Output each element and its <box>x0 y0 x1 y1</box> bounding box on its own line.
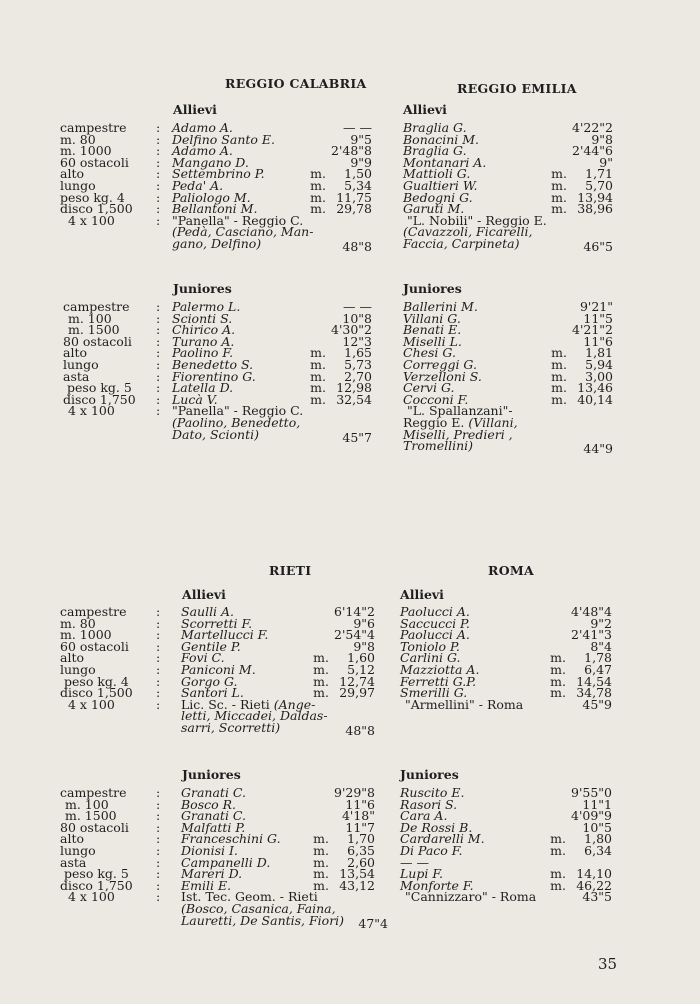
athlete-name: Dionisi I. <box>181 842 238 858</box>
event-label: campestre <box>60 785 127 800</box>
result-value: 9"9 <box>350 154 372 170</box>
results-column-reggio-emilia-juniores <box>403 299 613 457</box>
event-label: asta <box>63 368 90 384</box>
unit: m. <box>310 177 326 193</box>
athlete-name: Adamo A. <box>172 120 233 135</box>
athlete-name: Paolino F. <box>172 345 234 361</box>
athlete-name: Santori L. <box>181 685 244 701</box>
athlete-name: Paniconi M. <box>181 661 256 677</box>
unit: m. <box>313 831 329 847</box>
athlete-name: Palermo L. <box>172 299 241 314</box>
unit: m. <box>551 368 567 384</box>
event-label: lungo <box>63 356 99 372</box>
athlete-name: Peda' A. <box>172 177 224 193</box>
athlete-name: Monforte F. <box>400 877 474 893</box>
relay-value: 48"8 <box>342 238 372 254</box>
result-value: 9"2 <box>590 615 612 631</box>
relay-line <box>403 438 613 457</box>
relay-members: (Pedà, Casciano, Man- <box>172 224 314 240</box>
relay-members: (Paolino, Benedetto, <box>172 414 301 430</box>
unit: m. <box>551 345 567 361</box>
unit: m. <box>551 166 567 182</box>
unit: m. <box>310 380 326 396</box>
result-value: 1,80 <box>584 831 612 847</box>
unit: m. <box>313 685 329 701</box>
unit: m. <box>551 177 567 193</box>
athlete-name: Ferretti G.P. <box>400 673 477 689</box>
relay-club: "Cannizzaro" - Roma <box>405 889 537 905</box>
athlete-name: Cocconi F. <box>403 391 469 407</box>
event-label: 80 ostacoli <box>60 819 129 835</box>
results-column-reggio-emilia-allievi <box>403 120 613 254</box>
athlete-name: Mareri D. <box>181 866 243 882</box>
relay-value: 47"4 <box>358 915 388 931</box>
athlete-name: Bedogni G. <box>403 189 473 205</box>
unit: m. <box>550 673 566 689</box>
relay-value: 48"8 <box>345 722 375 738</box>
result-value: 29,78 <box>336 201 372 217</box>
event-label: campestre <box>60 604 127 619</box>
athlete-name: Villani G. <box>403 310 461 326</box>
results-column <box>172 299 372 445</box>
athlete-name: Lupi F. <box>400 866 444 882</box>
relay-line <box>172 426 372 445</box>
unit: m. <box>550 842 566 858</box>
relay-members: (Bosco, Casanica, Faina, <box>181 900 336 916</box>
relay-line <box>172 235 372 254</box>
result-value: 12"3 <box>342 333 372 349</box>
athlete-name: Emili E. <box>181 877 232 893</box>
unit: m. <box>310 368 326 384</box>
event-label: alto <box>60 166 84 182</box>
athlete-name: Toniolo P. <box>400 638 460 654</box>
relay-value: 46"5 <box>583 238 613 254</box>
event-label: lungo <box>60 661 96 677</box>
relay-value: 43"5 <box>582 889 612 905</box>
athlete-name: Mangano D. <box>172 154 249 170</box>
result-value: 4'18" <box>341 808 375 824</box>
athlete-name: Garuti M. <box>403 201 465 217</box>
result-value: 1,81 <box>585 345 613 361</box>
result-value: 6,34 <box>584 842 612 858</box>
result-value: 1,71 <box>585 166 613 182</box>
event-label: m. 1000 <box>60 627 112 643</box>
event-label: 60 ostacoli <box>60 638 129 654</box>
relay-club-name: Lic. Sc. - Rieti <box>181 696 270 712</box>
result-value: 1,78 <box>584 650 612 666</box>
athlete-name: Scionti S. <box>172 310 233 326</box>
athlete-name: Campanelli D. <box>181 854 271 870</box>
result-value: 2,60 <box>347 854 375 870</box>
result-value: 9" <box>599 154 613 170</box>
athlete-name: Benedetto S. <box>172 356 254 372</box>
event-label: 60 ostacoli <box>60 154 129 170</box>
results-column <box>172 120 372 254</box>
results-column <box>181 604 375 738</box>
result-value: 9"6 <box>353 615 375 631</box>
page-number: 35 <box>598 955 618 973</box>
event-label: m. 1500 <box>68 322 120 338</box>
athlete-name: Granati C. <box>181 785 247 800</box>
group-heading: Allievi <box>403 102 447 117</box>
relay-club: Ist. Tec. Geom. - Rieti <box>181 889 318 905</box>
section-title-roma: ROMA <box>488 563 535 578</box>
athlete-name: Granati C. <box>181 808 247 824</box>
result-value: 10"8 <box>342 310 372 326</box>
result-value: 29,97 <box>339 685 375 701</box>
group-heading: Juniores <box>182 767 241 782</box>
athlete-name: Di Paco F. <box>400 842 463 858</box>
athlete-name: Malfatti P. <box>181 819 246 835</box>
result-value: 4'22"2 <box>572 120 613 135</box>
group-heading: Allievi <box>173 102 217 117</box>
result-value: 9"8 <box>353 638 375 654</box>
result-value: 14,54 <box>576 673 612 689</box>
event-label: alto <box>63 345 87 361</box>
event-label: 4 x 100 <box>68 403 115 419</box>
relay-line <box>400 696 612 712</box>
athlete-name: Mattioli G. <box>403 166 471 182</box>
result-value: 11"1 <box>582 796 612 812</box>
relay-club: "L. Spallanzani"- <box>407 403 513 419</box>
athlete-name: Cardarelli M. <box>400 831 485 847</box>
relay-line <box>181 912 388 931</box>
event-label: disco 1,750 <box>63 391 136 407</box>
event-label: lungo <box>60 842 96 858</box>
event-label: 4 x 100 <box>68 889 115 905</box>
result-value: 13,46 <box>577 380 613 396</box>
event-label: 80 ostacoli <box>63 333 132 349</box>
result-value: 40,14 <box>577 391 613 407</box>
result-value: 13,54 <box>339 866 375 882</box>
athlete-name: Correggi G. <box>403 356 477 372</box>
result-value: 9'29"8 <box>334 785 375 800</box>
unit: m. <box>313 673 329 689</box>
result-value: 12,98 <box>336 380 372 396</box>
event-label: peso kg. 5 <box>64 866 129 882</box>
athlete-name: Rasori S. <box>400 796 458 812</box>
athlete-name: De Rossi B. <box>400 819 473 835</box>
result-value: 11,75 <box>336 189 372 205</box>
athlete-name: Ruscito E. <box>400 785 465 800</box>
result-value: 6'14"2 <box>334 604 375 619</box>
event-label: disco 1,750 <box>60 877 133 893</box>
unit: m. <box>310 356 326 372</box>
athlete-name: Cara A. <box>400 808 448 824</box>
athlete-name: — — <box>400 854 429 870</box>
event-label: campestre <box>63 299 130 314</box>
relay-club-city: Reggio E. <box>403 414 465 430</box>
athlete-name: Bellantoni M. <box>172 201 258 217</box>
section-title-rieti: RIETI <box>269 563 312 578</box>
result-value: 2'41"3 <box>571 627 612 643</box>
relay-members: gano, Delfino) <box>172 235 262 251</box>
athlete-name: Latella D. <box>172 380 234 396</box>
relay-value: 44"9 <box>583 441 613 457</box>
athlete-name: Lucà V. <box>172 391 218 407</box>
result-value: — — <box>343 299 372 314</box>
relay-club: "Armellini" - Roma <box>405 696 524 712</box>
result-value: 8"4 <box>590 638 612 654</box>
result-value: 2'54"4 <box>334 627 375 643</box>
result-value: 9'21" <box>579 299 613 314</box>
relay-club: "L. Nobili" - Reggio E. <box>407 212 547 228</box>
colon-column: : : : : : : : : : : <box>156 785 161 905</box>
athlete-name: Settembrino P. <box>172 166 265 182</box>
result-value: 14,10 <box>576 866 612 882</box>
athlete-name: Saccucci P. <box>400 615 470 631</box>
result-value: 3,00 <box>585 368 613 384</box>
event-label: m. 100 <box>68 310 112 326</box>
unit: m. <box>551 380 567 396</box>
result-value: 13,94 <box>577 189 613 205</box>
event-label: m. 80 <box>60 131 96 147</box>
athlete-name: Gualtieri W. <box>403 177 478 193</box>
event-label: campestre <box>60 120 127 135</box>
event-label: peso kg. 4 <box>64 673 129 689</box>
athlete-name: Bosco R. <box>181 796 237 812</box>
athlete-name: Benati E. <box>403 322 462 338</box>
group-heading: Juniores <box>400 767 459 782</box>
athlete-name: Fiorentino G. <box>172 368 256 384</box>
athlete-name: Mazziotta A. <box>400 661 480 677</box>
unit: m. <box>313 854 329 870</box>
relay-value: 45"9 <box>582 696 612 712</box>
event-label: lungo <box>60 177 96 193</box>
unit: m. <box>313 866 329 882</box>
result-value: 1,65 <box>344 345 372 361</box>
colon-column: : : : : : : : : : : <box>156 299 161 419</box>
unit: m. <box>310 345 326 361</box>
relay-members: Lauretti, De Santis, Fiori) <box>181 912 345 928</box>
athlete-name: Bonacini M. <box>403 131 480 147</box>
athlete-name: Paolucci A. <box>400 627 470 643</box>
result-value: 11"6 <box>583 333 613 349</box>
athlete-name: Martellucci F. <box>181 627 269 643</box>
result-row <box>400 842 612 858</box>
result-value: 32,54 <box>336 391 372 407</box>
results-column <box>181 785 388 931</box>
result-value: 2'44"6 <box>572 143 613 159</box>
athlete-name: Chesi G. <box>403 345 456 361</box>
group-heading: Juniores <box>403 281 462 296</box>
event-label: 4 x 100 <box>68 696 115 712</box>
event-label: alto <box>60 831 84 847</box>
result-value: 5,34 <box>344 177 372 193</box>
result-value: 4'09"9 <box>571 808 612 824</box>
athlete-name: Gorgo G. <box>181 673 238 689</box>
result-value: 11"5 <box>583 310 613 326</box>
relay-members: letti, Miccadei, Daldas- <box>181 708 328 724</box>
unit: m. <box>550 685 566 701</box>
result-value: 10"5 <box>582 819 612 835</box>
relay-line <box>181 719 375 738</box>
athlete-name: Turano A. <box>172 333 235 349</box>
event-label: peso kg. 5 <box>67 380 132 396</box>
result-value: 5,73 <box>344 356 372 372</box>
result-value: 4'48"4 <box>571 604 612 619</box>
athlete-name: Gentile P. <box>181 638 241 654</box>
colon-column: : : : : : : : : : <box>156 120 161 228</box>
relay-value: 45"7 <box>342 429 372 445</box>
unit: m. <box>551 391 567 407</box>
relay-members: (Ange- <box>273 696 316 712</box>
results-column-roma-juniores <box>400 787 612 903</box>
athlete-name: Delfino Santo E. <box>172 131 275 147</box>
unit: m. <box>550 650 566 666</box>
relay-members: Miselli, Predieri , <box>403 426 513 442</box>
colon-column: : : : : : : : : : <box>156 604 161 712</box>
athlete-name: Paliologo M. <box>172 189 251 205</box>
athlete-name: Ballerini M. <box>403 299 478 314</box>
relay-members: sarri, Scorretti) <box>181 719 281 735</box>
event-labels <box>63 301 136 417</box>
result-value: 6,35 <box>347 842 375 858</box>
relay-members: Tromellini) <box>403 438 474 454</box>
event-label: peso kg. 4 <box>60 189 125 205</box>
result-value: 4'30"2 <box>331 322 372 338</box>
event-label: disco 1,500 <box>60 201 133 217</box>
unit: m. <box>313 661 329 677</box>
result-value: 11"6 <box>345 796 375 812</box>
result-value: 2,70 <box>344 368 372 384</box>
event-label: m. 100 <box>65 796 109 812</box>
unit: m. <box>551 201 567 217</box>
athlete-name: Braglia G. <box>403 120 467 135</box>
unit: m. <box>310 201 326 217</box>
result-value: 11"7 <box>345 819 375 835</box>
group-heading: Allievi <box>182 587 226 602</box>
result-value: 9'55"0 <box>571 785 612 800</box>
relay-members: (Villani, <box>468 414 518 430</box>
unit: m. <box>551 189 567 205</box>
unit: m. <box>550 831 566 847</box>
athlete-name: Paolucci A. <box>400 604 470 619</box>
athlete-name: Verzelloni S. <box>403 368 482 384</box>
unit: m. <box>310 391 326 407</box>
athlete-name: Montanari A. <box>403 154 487 170</box>
result-value: 46,22 <box>576 877 612 893</box>
section-title-reggio-emilia: REGGIO EMILIA <box>457 81 577 96</box>
event-label: m. 1000 <box>60 143 112 159</box>
event-labels <box>60 787 133 903</box>
group-heading: Allievi <box>400 587 444 602</box>
athlete-name: Chirico A. <box>172 322 236 338</box>
athlete-name: Franceschini G. <box>181 831 281 847</box>
unit: m. <box>550 661 566 677</box>
unit: m. <box>550 877 566 893</box>
result-value: — — <box>343 120 372 135</box>
event-label: asta <box>60 854 87 870</box>
athlete-name: Fovi C. <box>181 650 225 666</box>
relay-members: Dato, Scionti) <box>172 426 260 442</box>
results-column-roma-allievi <box>400 606 612 710</box>
relay-members: (Cavazzoli, Ficarelli, <box>403 224 533 240</box>
unit: m. <box>313 650 329 666</box>
event-label: m. 1500 <box>65 808 117 824</box>
athlete-name: Carlini G. <box>400 650 461 666</box>
result-value: 43,12 <box>339 877 375 893</box>
event-label: 4 x 100 <box>68 212 115 228</box>
result-value: 5,12 <box>347 661 375 677</box>
event-labels <box>60 122 133 226</box>
result-value: 38,96 <box>577 201 613 217</box>
relay-members: Faccia, Carpineta) <box>403 235 520 251</box>
result-value: 2'48"8 <box>331 143 372 159</box>
athlete-name: Braglia G. <box>403 143 467 159</box>
relay-club: "Panella" - Reggio C. <box>172 403 304 419</box>
athlete-name: Scorretti F. <box>181 615 253 631</box>
athlete-name: Saulli A. <box>181 604 235 619</box>
unit: m. <box>313 842 329 858</box>
event-labels <box>60 606 133 710</box>
event-label: m. 80 <box>60 615 96 631</box>
result-value: 6,47 <box>584 661 612 677</box>
result-value: 1,50 <box>344 166 372 182</box>
result-value: 5,94 <box>585 356 613 372</box>
event-label: alto <box>60 650 84 666</box>
result-value: 9"5 <box>350 131 372 147</box>
result-value: 5,70 <box>585 177 613 193</box>
relay-club: "Panella" - Reggio C. <box>172 212 304 228</box>
section-title-reggio-calabria: REGGIO CALABRIA <box>225 76 367 91</box>
relay-line <box>400 891 612 903</box>
unit: m. <box>550 866 566 882</box>
group-heading: Juniores <box>173 281 232 296</box>
unit: m. <box>551 356 567 372</box>
result-value: 9"8 <box>591 131 613 147</box>
relay-line <box>403 235 613 254</box>
athlete-name: Cervi G. <box>403 380 455 396</box>
result-value: 34,78 <box>576 685 612 701</box>
athlete-name: Miselli L. <box>403 333 462 349</box>
unit: m. <box>310 189 326 205</box>
unit: m. <box>313 877 329 893</box>
event-label: disco 1,500 <box>60 685 133 701</box>
result-value: 4'21"2 <box>572 322 613 338</box>
unit: m. <box>310 166 326 182</box>
result-value: 1,60 <box>347 650 375 666</box>
result-value: 12,74 <box>339 673 375 689</box>
athlete-name: Smerilli G. <box>400 685 468 701</box>
result-value: 1,70 <box>347 831 375 847</box>
athlete-name: Adamo A. <box>172 143 233 159</box>
